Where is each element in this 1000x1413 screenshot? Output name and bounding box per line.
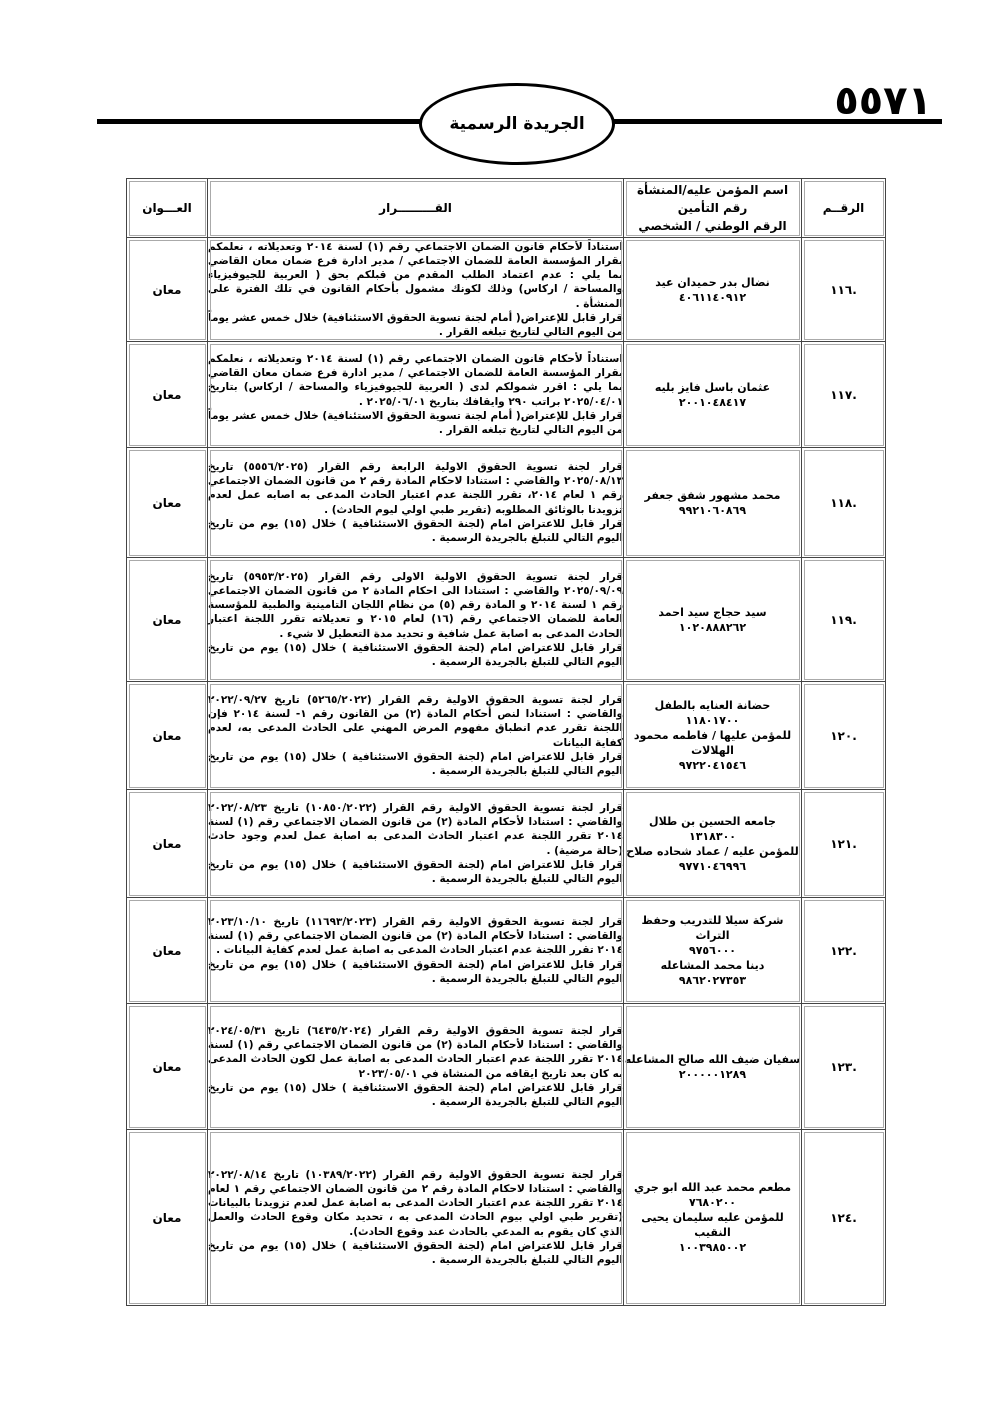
row-address: معان [127, 238, 208, 342]
row-address: معان [127, 1130, 208, 1306]
insured-name-line: عثمان باسل فايز بليه [654, 380, 771, 394]
table-row [127, 898, 886, 1004]
insured-name-line: ٩٨٦٢٠٢٧٣٥٣ [678, 974, 747, 987]
row-decision [208, 448, 624, 558]
insured-name-line: حضانة العنايه بالطفل [654, 699, 771, 712]
row-number: .١١٦ [802, 238, 886, 342]
decision-paragraph: قرار قابل للاعتراض امام (لجنة الحقوق الاستئنافية ) خلال (١٥) يوم من تاريخ اليوم التالي للتبلغ بالجريدة الرسمية . [208, 958, 623, 985]
insured-name-line: شركة سيلا للتدريب وحفظ التراث [641, 914, 784, 942]
decision-paragraph: استناداً لأحكام قانون الضمان الاجتماعي رقم (١) لسنة ٢٠١٤ وتعديلاته ، نعلمكم بقرار المؤسسة العامة للضمان الاجتماعي / مدير ادارة فرع ضمان معان القاضي بما يلي : عدم اعتماد الطلب المقدم من قبلكم بحق ( العربية للجيوفيزياء والمساحة / اركاس) وذلك لكونك مشمول بأحكام القانون في تلك الفترة على المنشأة . [208, 240, 623, 310]
column-header-name [624, 179, 802, 238]
row-number: .١١٨ [802, 448, 886, 558]
decision-paragraph: قرار قابل للاعتراض امام (لجنة الحقوق الاستئنافية ) خلال (١٥) يوم من تاريخ اليوم التالي للتبلغ بالجريدة الرسمية . [208, 1239, 623, 1266]
decision-paragraph: قرار لجنة تسوية الحقوق الاولية الرابعة رقم القرار (٥٥٥٦/٢٠٢٥) تاريخ ٢٠٢٥/٠٨/١٣ والقاضي : استنادا لاحكام المادة رقم ٢ من قانون الضمان الاجتماعي رقم ١ لعام ٢٠١٤، تقرر اللجنة عدم اعتبار الحادث المدعى به اصابه عمل لعدم تزويدنا بالوثائق المطلوبه (تقرير طبي اولي ليوم الحادث) . [208, 460, 623, 516]
decision-paragraph: قرار قابل للإعتراض( أمام لجنة تسوية الحقوق الاستئنافية) خلال خمس عشر يوماً من اليوم التالي لتاريخ تبلغه القرار . [208, 311, 623, 338]
decision-paragraph: قرار لجنة تسوية الحقوق الاولية رقم القرار (١٠٨٥٠/٢٠٢٢) تاريخ ٢٠٢٢/٠٨/٢٣ والقاضي : استنادا لأحكام المادة (٢) من قانون الضمان الاجتماعي رقم (١) لسنة ٢٠١٤ تقرر اللجنة عدم اعتبار الحادث المدعى به اصابة عمل لعدم وجود حادث (حالة مرضية) . [208, 801, 623, 857]
table-row [127, 1130, 886, 1306]
row-insured-name [624, 898, 802, 1004]
row-address: معان [127, 898, 208, 1004]
row-address: معان [127, 448, 208, 558]
row-number: .١٢١ [802, 790, 886, 898]
insured-name-line: سيد حجاج سيد احمد [658, 605, 767, 619]
insured-name-line: ١٣١٨٣٠٠ [689, 829, 736, 843]
row-decision [208, 682, 624, 790]
insured-name-line: ٩٧٢٢٠٤١٥٤٦ [678, 759, 747, 772]
insured-name-line: محمد مشهور شفق جعفر [644, 488, 781, 502]
row-number: .١٢٠ [802, 682, 886, 790]
decision-paragraph: قرار قابل للاعتراض امام (لجنة الحقوق الاستئنافية ) خلال (١٥) يوم من تاريخ اليوم التالي للتبلغ بالجريدة الرسمية . [208, 858, 623, 885]
column-header-number: الرقــم [802, 179, 886, 238]
records-table [126, 178, 886, 1306]
row-insured-name [624, 682, 802, 790]
row-decision [208, 342, 624, 448]
decision-paragraph: قرار لجنة تسوية الحقوق الاولية رقم القرار (١١٦٩٣/٢٠٢٣) تاريخ ٢٠٢٣/١٠/١٠ والقاضي : استنادا لأحكام المادة (٢) من قانون الضمان الاجتماعي رقم (١) لسنة ٢٠١٤ تقرر اللجنة عدم اعتبار الحادث المدعى به اصابة عمل لعدم كفاية البيانات . [208, 915, 623, 957]
insured-name-line: ٢٠٠١٠٤٨٤١٧ [678, 395, 747, 409]
row-number: .١٢٤ [802, 1130, 886, 1306]
row-decision [208, 1130, 624, 1306]
insured-name-line: للمؤمن عليه سليمان يحيى النقيب [641, 1211, 784, 1239]
row-number: .١٢٢ [802, 898, 886, 1004]
row-insured-name [624, 558, 802, 682]
table-row [127, 342, 886, 448]
row-insured-name [624, 1004, 802, 1130]
row-decision [208, 558, 624, 682]
insured-name-line: للمؤمن عليه / عماد شحاده صلاح [626, 844, 799, 858]
column-header-decision: القـــــــــرار [208, 179, 624, 238]
table-row [127, 682, 886, 790]
decision-paragraph: قرار قابل للاعتراض امام (لجنة الحقوق الاستئنافية ) خلال (١٥) يوم من تاريخ اليوم التالي للتبلغ بالجريدة الرسمية . [208, 517, 623, 544]
row-insured-name [624, 790, 802, 898]
row-insured-name [624, 448, 802, 558]
row-decision [208, 790, 624, 898]
table-row [127, 238, 886, 342]
insured-name-line: ١٠٢٠٨٨٨٢٦٢ [678, 620, 747, 634]
insured-name-line: ٢٠٠٠٠٠١٢٨٩ [678, 1067, 747, 1081]
row-number: .١١٩ [802, 558, 886, 682]
table-row [127, 790, 886, 898]
decision-paragraph: قرار لجنة تسوية الحقوق الاولية رقم القرار (٥٢٦٥/٢٠٢٢) تاريخ ٢٠٢٢/٠٩/٢٧ والقاضي : استنادا لنص أحكام المادة (٢) من القانون رقم ١- لسنة ٢٠١٤ فإن اللجنة تقرر عدم انطباق مفهوم المرض المهني على الحادث المدعى به، لعدم كفاية البيانات [208, 693, 623, 749]
insured-name-line: ٩٧٧١٠٤٦٩٩٦ [678, 859, 747, 873]
row-decision [208, 1004, 624, 1130]
table-header-row [127, 179, 886, 238]
insured-name-line: ١٠٠٣٩٨٥٠٠٢ [678, 1241, 747, 1254]
column-header-name-line: الرقم الوطني / الشخصي [638, 219, 787, 233]
decision-paragraph: قرار قابل للاعتراض امام (لجنة الحقوق الاستئنافية ) خلال (١٥) يوم من تاريخ اليوم التالي للتبلغ بالجريدة الرسمية . [208, 750, 623, 777]
row-insured-name [624, 342, 802, 448]
insured-name-line: دينا محمد المشاعله [660, 959, 765, 972]
insured-name-line: نضال بدر حميدان عيد [655, 275, 770, 289]
page-number: ٥٥٧١ [834, 78, 932, 124]
decision-paragraph: استناداً لأحكام قانون الضمان الاجتماعي رقم (١) لسنة ٢٠١٤ وتعديلاته ، نعلمكم بقرار المؤسسة العامة للضمان الاجتماعي / مدير ادارة فرع ضمان معان القاضي بما يلي : اقرر شمولكم لدى ( العربية للجيوفيزياء والمساحة / اركاس) بتاريخ ٢٠٢٥/٠٤/٠١ براتب ٢٩٠ وايقافك بتاريخ ٢٠٢٥/٠٦/٠١ . [208, 352, 623, 408]
column-header-name-line: رقم التأمين [677, 201, 748, 215]
decision-paragraph: قرار لجنة تسوية الحقوق الاولية رقم القرار (٦٤٣٥/٢٠٢٤) تاريخ ٢٠٢٤/٠٥/٣١ والقاضي : استنادا لأحكام المادة (٢) من قانون الضمان الاجتماعي رقم (١) لسنة ٢٠١٤ تقرر اللجنة عدم اعتبار الحادث المدعى به اصابة عمل لكون الحادث المدعى به كان بعد تاريخ ايقافه من المنشاة في ٢٠٢٣/٠٥/٠١ [208, 1024, 623, 1080]
row-address: معان [127, 790, 208, 898]
decision-paragraph: قرار قابل للاعتراض امام (لجنة الحقوق الاستئنافية ) خلال (١٥) يوم من تاريخ اليوم التالي للتبلغ بالجريدة الرسمية . [208, 641, 623, 668]
column-header-address: العـــوان [127, 179, 208, 238]
column-header-name-line: اسم المؤمن عليه/المنشأة [636, 183, 789, 197]
insured-name-line: ٧٦٨٠٢٠٠ [689, 1196, 736, 1209]
decision-paragraph: قرار لجنة تسوية الحقوق الاولية الاولى رقم القرار (٥٩٥٣/٢٠٢٥) تاريخ ٢٠٢٥/٠٩/٠٩ والقاضي : استنادا الى احكام المادة ٢ من قانون الضمان الاجتماعي رقم ١ لسنة ٢٠١٤ و المادة رقم (٥) من نظام اللجان التامينية والطبية للمؤسسة العامة للضمان الاجتماعي رقم (١٦) لعام ٢٠١٥ و تعديلاته تقرر اللجنة اعتبار الحادث المدعى به اصابة عمل شافية و تحديد مدة التعطيل لا شيء . [208, 570, 623, 640]
insured-name-line: ٩٧٥٦٠٠٠ [689, 944, 736, 957]
insured-name-line: ٤٠٦١١٤٠٩١٢ [678, 290, 747, 304]
decision-paragraph: قرار قابل للاعتراض امام (لجنة الحقوق الاستئنافية ) خلال (١٥) يوم من تاريخ اليوم التالي للتبلغ بالجريدة الرسمية . [208, 1081, 623, 1108]
gazette-title: الجريدة الرسمية [449, 114, 585, 134]
insured-name-line: سفيان ضيف الله صالح المشاعله [624, 1052, 801, 1066]
row-insured-name [624, 238, 802, 342]
row-decision [208, 238, 624, 342]
row-insured-name [624, 1130, 802, 1306]
row-number: .١١٧ [802, 342, 886, 448]
row-number: .١٢٣ [802, 1004, 886, 1130]
insured-name-line: مطعم محمد عبد الله ابو جري [633, 1181, 792, 1194]
row-address: معان [127, 682, 208, 790]
insured-name-line: جامعه الحسين بن طلال [649, 814, 776, 828]
row-address: معان [127, 342, 208, 448]
gazette-title-oval [419, 83, 615, 165]
decision-paragraph: قرار لجنة تسوية الحقوق الاولية رقم القرار (١٠٣٨٩/٢٠٢٢) تاريخ ٢٠٢٢/٠٨/١٤ والقاضي : استنادا لاحكام المادة رقم ٢ من قانون الضمان الاجتماعي رقم ١ لعام ٢٠١٤ تقرر اللجنة عدم اعتبار الحادث المدعى به اصابة عمل لعدم تزويدنا بالبيانات (تقرير طبي اولي بيوم الحادث المدعى به ، تحديد مكان وقوع الحادث والعمل الذي كان يقوم به المدعي بالحادث عند وقوع الحادث). [208, 1168, 623, 1238]
decision-paragraph: قرار قابل للإعتراض( أمام لجنة تسوية الحقوق الاستئنافية) خلال خمس عشر يوماً من اليوم التالي لتاريخ تبلغه القرار . [208, 409, 623, 436]
insured-name-line: ١١٨٠١٧٠٠ [685, 714, 740, 727]
table-row [127, 448, 886, 558]
table-row [127, 1004, 886, 1130]
row-address: معان [127, 558, 208, 682]
row-address: معان [127, 1004, 208, 1130]
row-decision [208, 898, 624, 1004]
table-row [127, 558, 886, 682]
insured-name-line: ٩٩٢١٠٦٠٨٦٩ [678, 503, 747, 517]
insured-name-line: للمؤمن عليها / فاطمه محمود الهلالات [633, 729, 792, 757]
